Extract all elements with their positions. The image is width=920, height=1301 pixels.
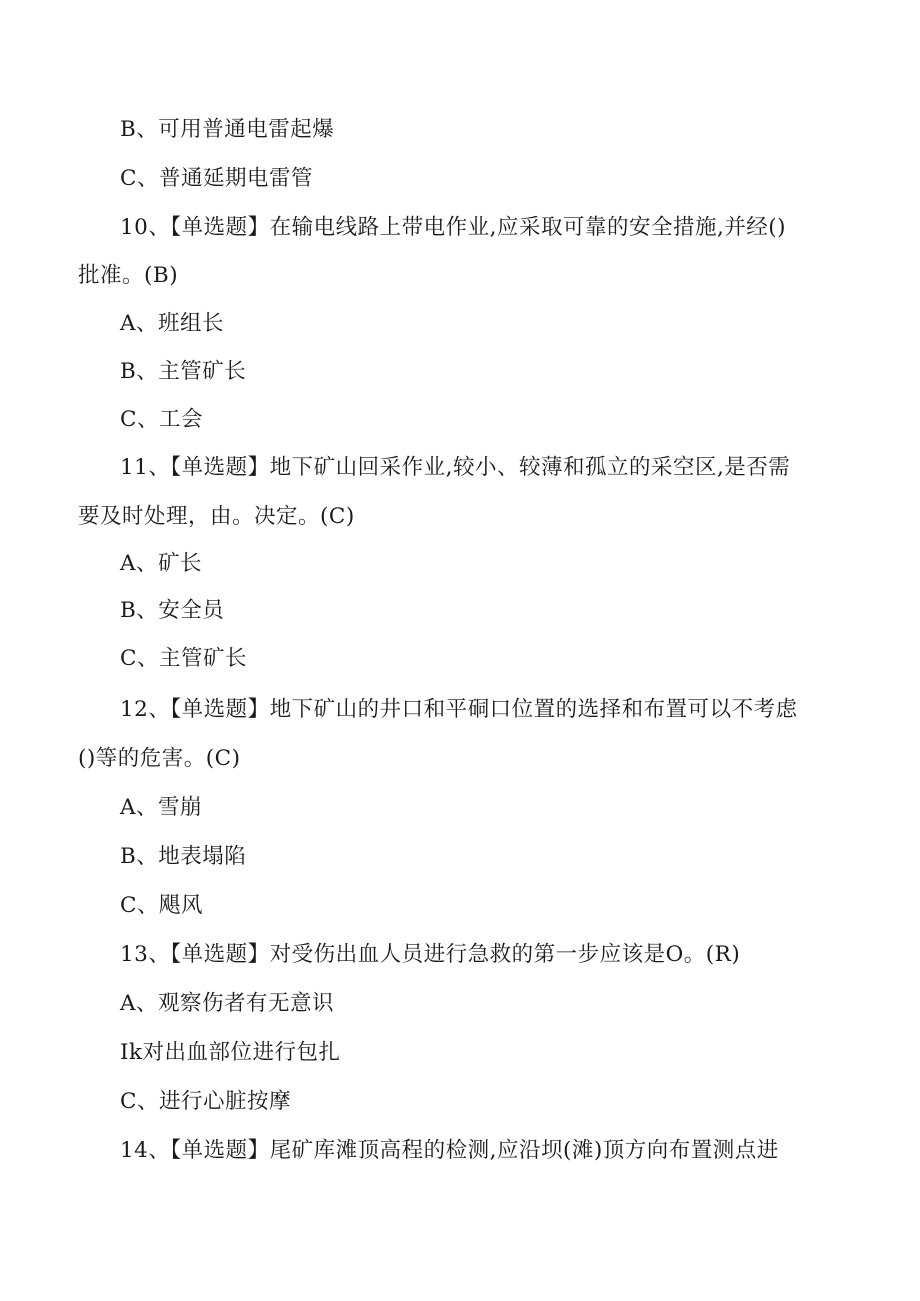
- question-12-line: 12、【单选题】地下矿山的井口和平硐口位置的选择和布置可以不考虑: [120, 697, 798, 722]
- option-c-line: C、进行心脏按摩: [120, 1089, 291, 1114]
- option-a-line: A、观察伤者有无意识: [120, 991, 335, 1016]
- option-c-line: C、飓风: [120, 893, 203, 918]
- option-a-line: A、矿长: [120, 551, 203, 576]
- option-b-line: B、地表塌陷: [120, 844, 247, 869]
- question-13-line: 13、【单选题】对受伤出血人员进行急救的第一步应该是O。(R): [120, 942, 741, 967]
- option-b-line: B、可用普通电雷起爆: [120, 117, 335, 142]
- question-10-continuation: 批准。(B): [78, 263, 179, 288]
- question-11-line: 11、【单选题】地下矿山回采作业,较小、较薄和孤立的采空区,是否需: [120, 455, 791, 480]
- option-b-line: Ik对出血部位进行包扎: [120, 1040, 341, 1065]
- option-a-line: A、雪崩: [120, 795, 203, 820]
- option-c-line: C、普通延期电雷管: [120, 166, 313, 191]
- option-c-line: C、主管矿长: [120, 646, 247, 671]
- option-b-line: B、主管矿长: [120, 359, 247, 384]
- question-14-line: 14、【单选题】尾矿库滩顶高程的检测,应沿坝(滩)顶方向布置测点进: [120, 1138, 779, 1163]
- question-10-line: 10、【单选题】在输电线路上带电作业,应采取可靠的安全措施,并经(): [120, 215, 787, 240]
- option-b-line: B、安全员: [120, 598, 225, 623]
- option-a-line: A、班组长: [120, 311, 225, 336]
- option-c-line: C、工会: [120, 407, 203, 432]
- question-11-continuation: 要及时处理，由。决定。(C): [78, 504, 355, 529]
- question-12-continuation: ()等的危害。(C): [78, 746, 241, 771]
